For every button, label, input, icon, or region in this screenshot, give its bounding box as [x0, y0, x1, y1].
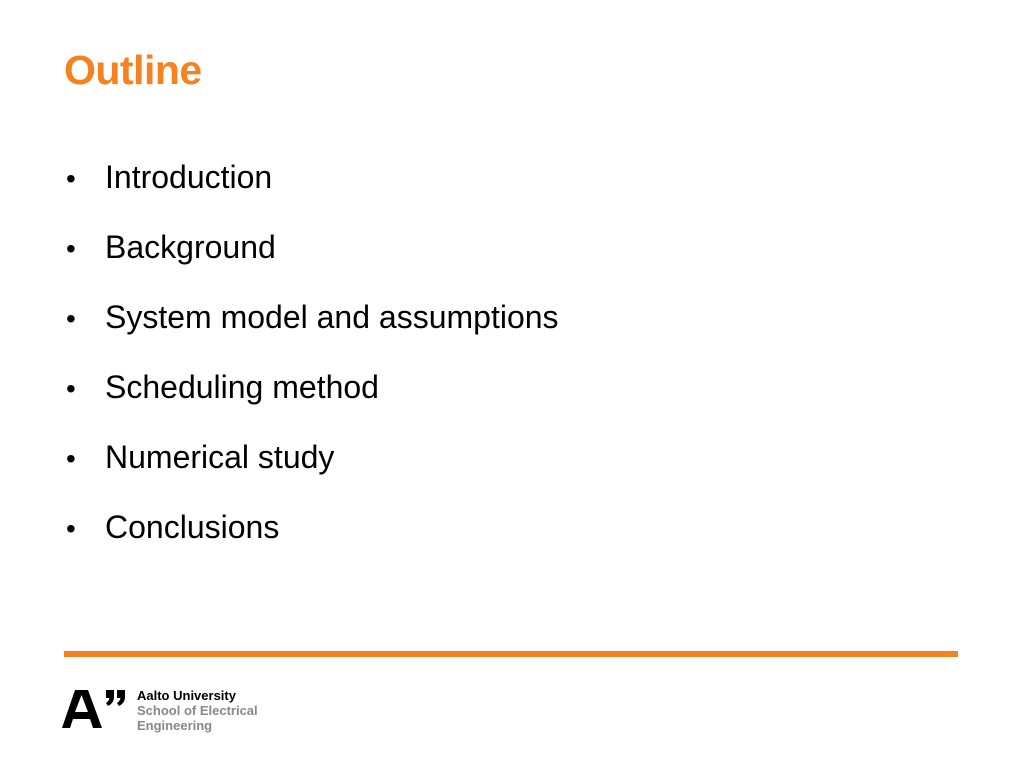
bullet-icon: •	[66, 303, 76, 334]
school-name-line2: Engineering	[137, 718, 213, 733]
list-item	[64, 436, 559, 506]
list-item	[64, 156, 559, 226]
list-item-label: Background	[105, 229, 276, 265]
slide-title: Outline	[64, 47, 202, 93]
list-item	[64, 296, 559, 366]
university-name: Aalto University	[137, 688, 236, 703]
list-item-label: Numerical study	[105, 439, 335, 475]
bullet-icon: •	[66, 513, 76, 544]
aalto-a-logo-icon	[62, 688, 126, 730]
footer-divider	[64, 651, 958, 657]
school-name-line1: School of Electrical	[137, 703, 258, 718]
list-item	[64, 366, 559, 436]
outline-list	[64, 156, 559, 576]
bullet-icon: •	[66, 163, 76, 194]
list-item-label: Scheduling method	[105, 369, 379, 405]
list-item	[64, 506, 559, 576]
list-item-label: System model and assumptions	[105, 299, 559, 335]
bullet-icon: •	[66, 443, 76, 474]
list-item	[64, 226, 559, 296]
bullet-icon: •	[66, 373, 76, 404]
footer-text	[137, 688, 258, 733]
list-item-label: Introduction	[105, 159, 273, 195]
bullet-icon: •	[66, 233, 76, 264]
list-item-label: Conclusions	[105, 509, 280, 545]
